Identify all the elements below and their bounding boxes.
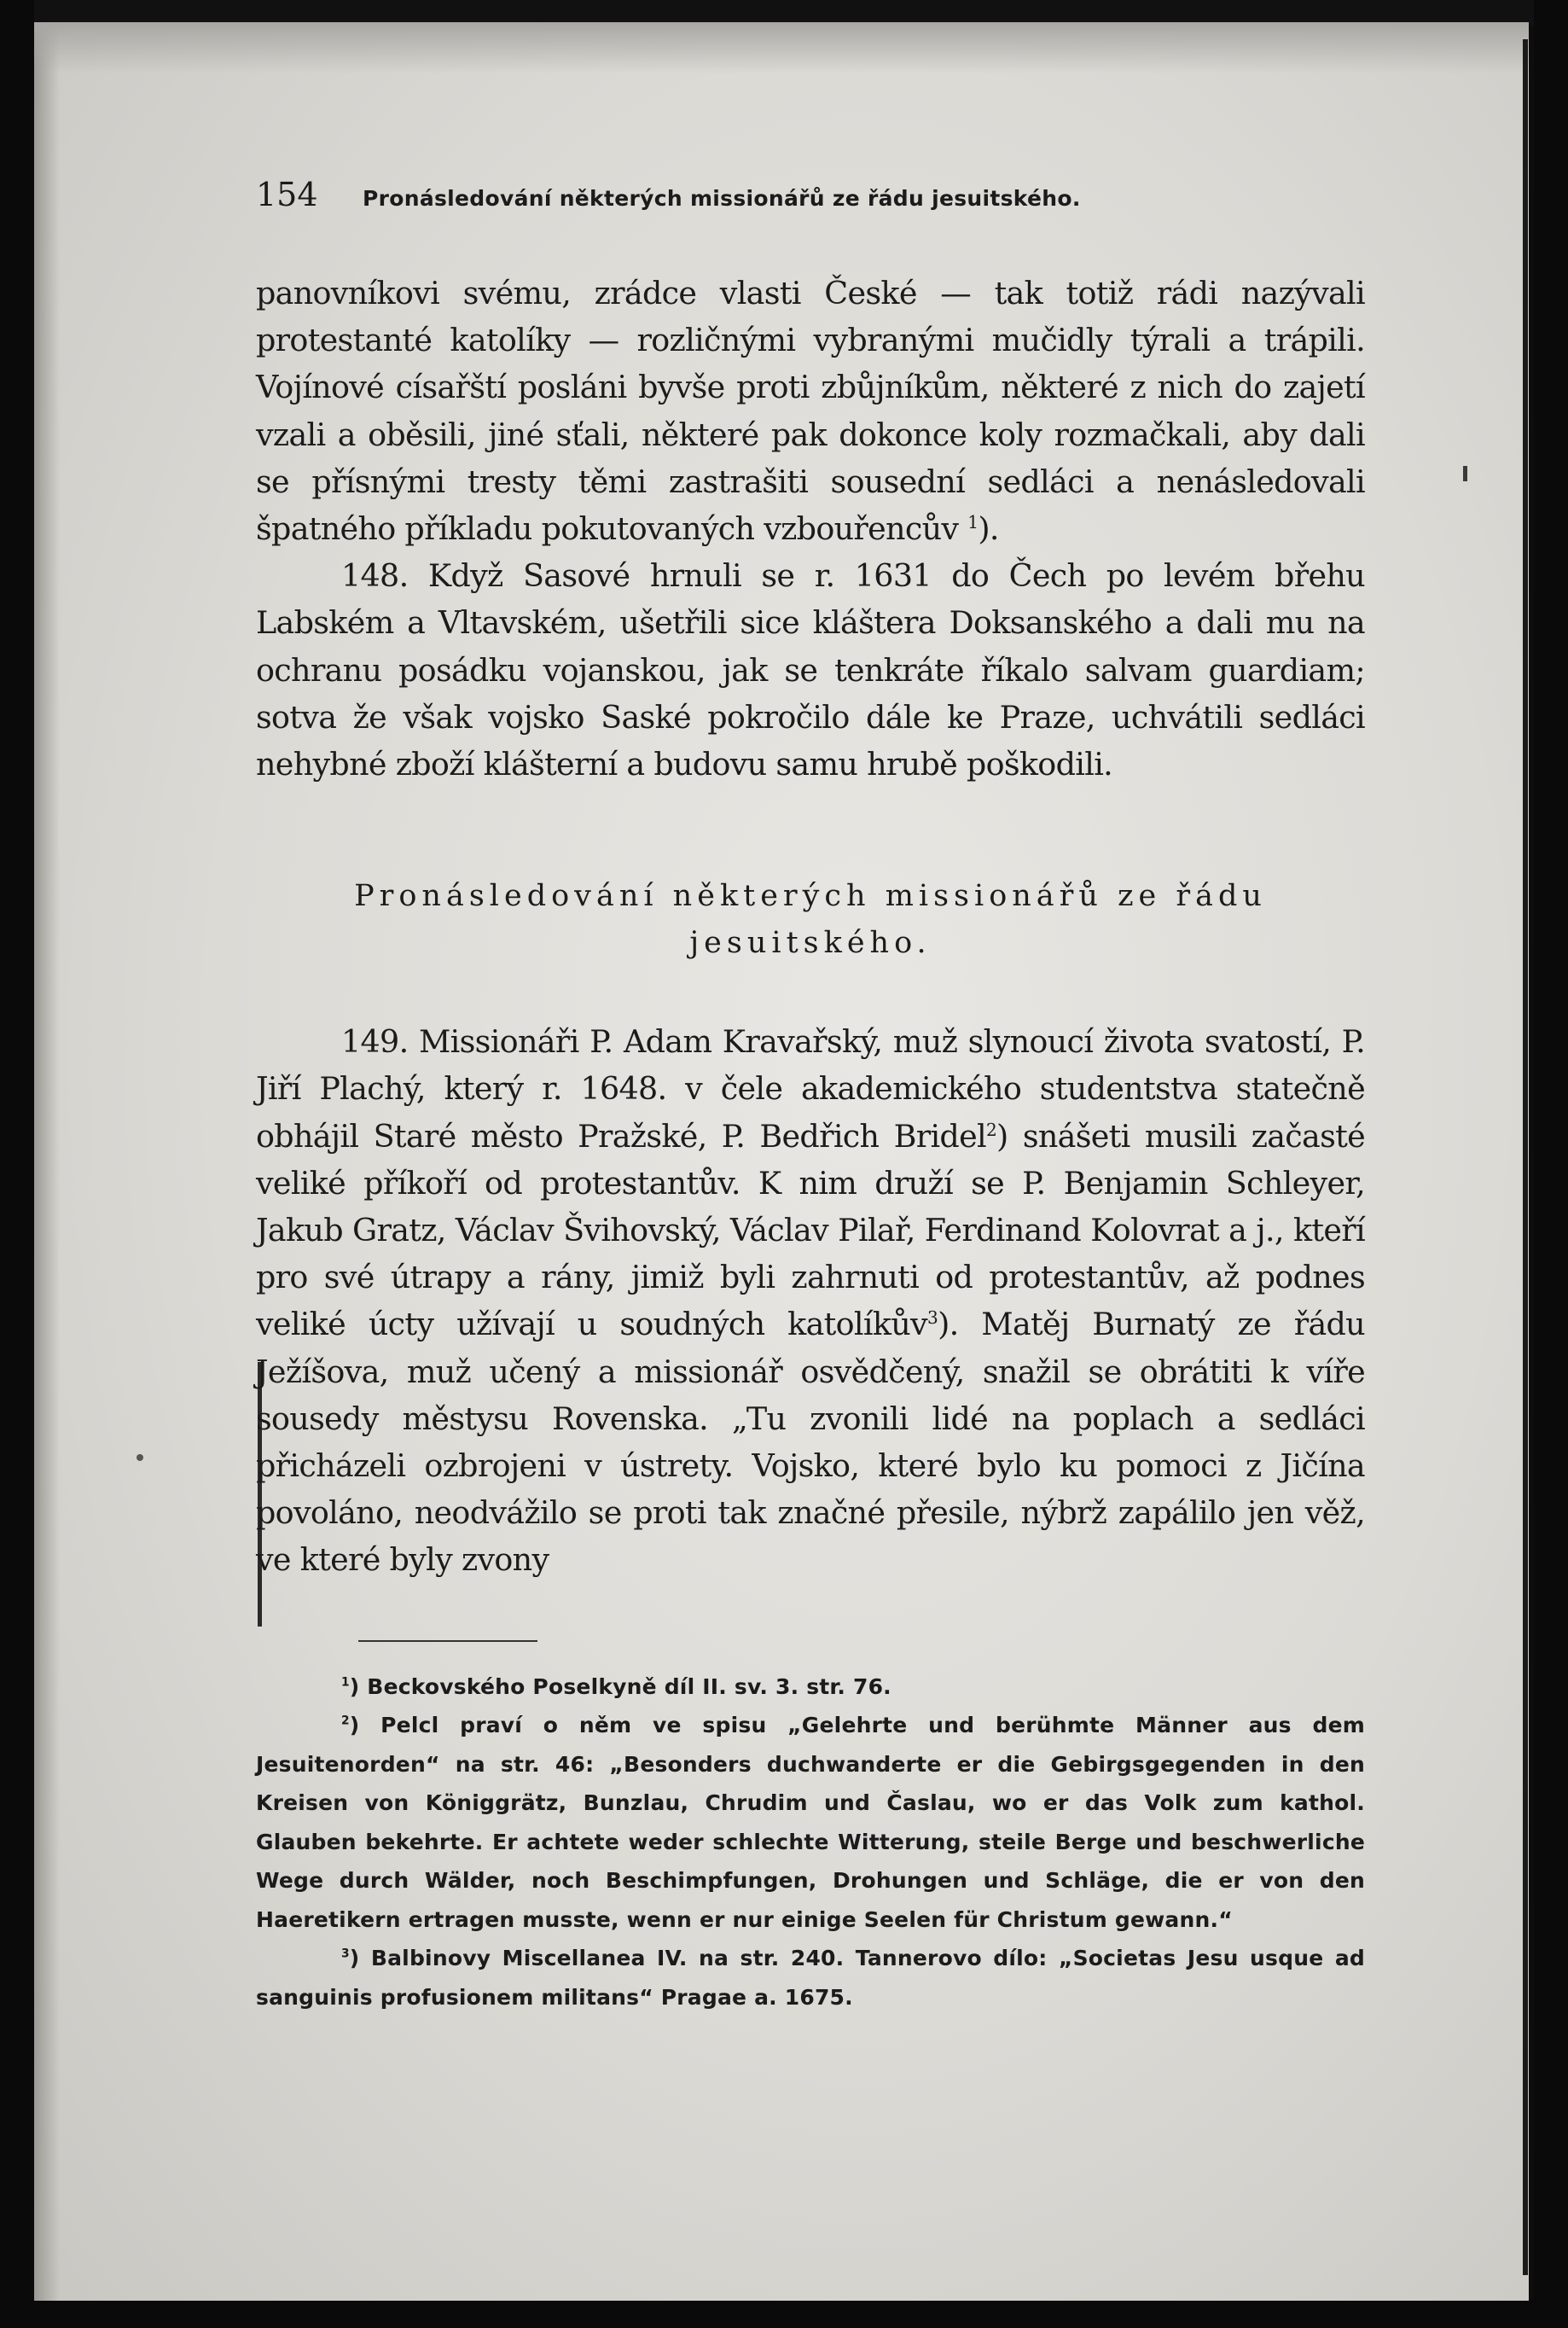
footnote-1 — [256, 1667, 1365, 1707]
paragraph-149-part-3: ). Matěj Burnatý ze řádu Ježíšova, muž učený a missionář osvědčený, snažil se obrátiti k víře sousedy městysu Rovenska. „Tu zvonili lidé na poplach a sedláci přicházeli ozbrojeni v ústrety. Vojsko, které bylo ku pomoci z Jičína povoláno, neodvážilo se proti tak značné přesile, nýbrž zapálilo jen věž, ve které byly zvony — [256, 1306, 1365, 1579]
footnote-text: ) Beckovského Poselkyně díl II. sv. 3. str. 76. — [349, 1673, 891, 1699]
scan-frame-left — [0, 0, 34, 2328]
footnote-ref-3: 3 — [926, 1307, 938, 1329]
paragraph-149-part-2: ) snášeti musili začasté veliké příkoří od protestantův. K nim druží se P. Benjamin Schleyer, Jakub Gratz, Václav Švihovský, Václav Pilař, Ferdinand Kolovrat a j., kteří pro své útrapy a rány, jimiž byli zahrnuti od protestantův, až podnes veliké úcty užívají u soudných katolíkův — [256, 1117, 1366, 1343]
footnote-mark: 3 — [341, 1947, 350, 1961]
page-content — [256, 176, 1365, 2017]
margin-dot — [136, 1454, 143, 1461]
footnote-3 — [256, 1939, 1365, 2017]
footnote-rule — [358, 1640, 537, 1642]
section-heading-line-2: jesuitského. — [689, 926, 932, 961]
book-page — [34, 22, 1529, 2301]
page-number: 154 — [256, 176, 318, 213]
paragraph-continuation — [256, 270, 1365, 552]
page-shadow-left — [34, 22, 60, 2301]
page-fold-line — [1523, 39, 1528, 2275]
page-header — [256, 176, 1365, 236]
footnote-2 — [256, 1706, 1365, 1939]
footnote-text: ) Pelcl praví o něm ve spisu „Gelehrte und berühmte Männer aus dem Jesuitenorden“ na str. 46: „Besonders duchwanderte er die Gebirgsgegenden in den Kreisen von Königgrätz, Bunzlau, Chrudim und Časlau, wo er das Volk zum kathol. Glauben bekehrte. Er achtete weder schlechte Witterung, steile Berge und beschwerliche Wege durch Wälder, noch Beschimpfungen, Drohungen und Schläge, die er von den Haeretikern ertragen musste, wenn er nur einige Seelen für Christum gewann.“ — [256, 1713, 1365, 1932]
paragraph-text: panovníkovi svému, zrádce vlasti České — tak totiž rádi nazývali protestanté katolíky — rozličnými vybranými mučidly týrali a trápili. Vojínové císařští posláni byvše proti zbůjníkům, některé z nich do zajetí vzali a oběsili, jiné sťali, některé pak dokonce koly rozmačkali, aby dali se přísnými tresty těmi zastrašiti sousední sedláci a nenásledovali špatného příkladu pokutovaných vzbouřencův — [256, 275, 1365, 548]
footnote-text: ) Balbinovy Miscellanea IV. na str. 240. Tannerovo dílo: „Societas Jesu usque ad sanguinis profusionem militans“ Pragae a. 1675. — [256, 1946, 1365, 2010]
paragraph-tail: ). — [978, 510, 999, 548]
footnotes — [256, 1667, 1365, 2017]
margin-mark — [1463, 466, 1467, 481]
section-heading — [256, 873, 1365, 967]
paragraph-149 — [256, 1018, 1365, 1583]
section-heading-line-1: Pronásledování některých missionářů ze řádu — [354, 879, 1267, 914]
running-title: Pronásledování některých missionářů ze řádu jesuitského. — [363, 186, 1081, 211]
scan-frame-bottom — [0, 2299, 1568, 2328]
footnote-ref-2: 2 — [985, 1119, 997, 1140]
footnote-mark: 2 — [341, 1714, 350, 1728]
paragraph-149-part-1: 149. Missionáři P. Adam Kravařský, muž slynoucí života svatostí, P. Jiří Plachý, který r. 1648. v čele akademického studentstva statečně obhájil Staré město Pražské, P. Bedřich Bridel — [256, 1023, 1365, 1155]
footnote-mark: 1 — [341, 1675, 350, 1690]
scan-frame-right — [1534, 0, 1568, 2328]
page-shadow-top — [34, 22, 1529, 73]
paragraph-148: 148. Když Sasové hrnuli se r. 1631 do Čech po levém břehu Labském a Vltavském, ušetřili sice kláštera Doksanského a dali mu na ochranu posádku vojanskou, jak se tenkráte říkalo salvam guardiam; sotva že však vojsko Saské pokročilo dále ke Praze, uchvátili sedláci nehybné zboží klášterní a budovu samu hrubě poškodili. — [256, 557, 1365, 783]
footnote-ref-1: 1 — [967, 511, 979, 533]
